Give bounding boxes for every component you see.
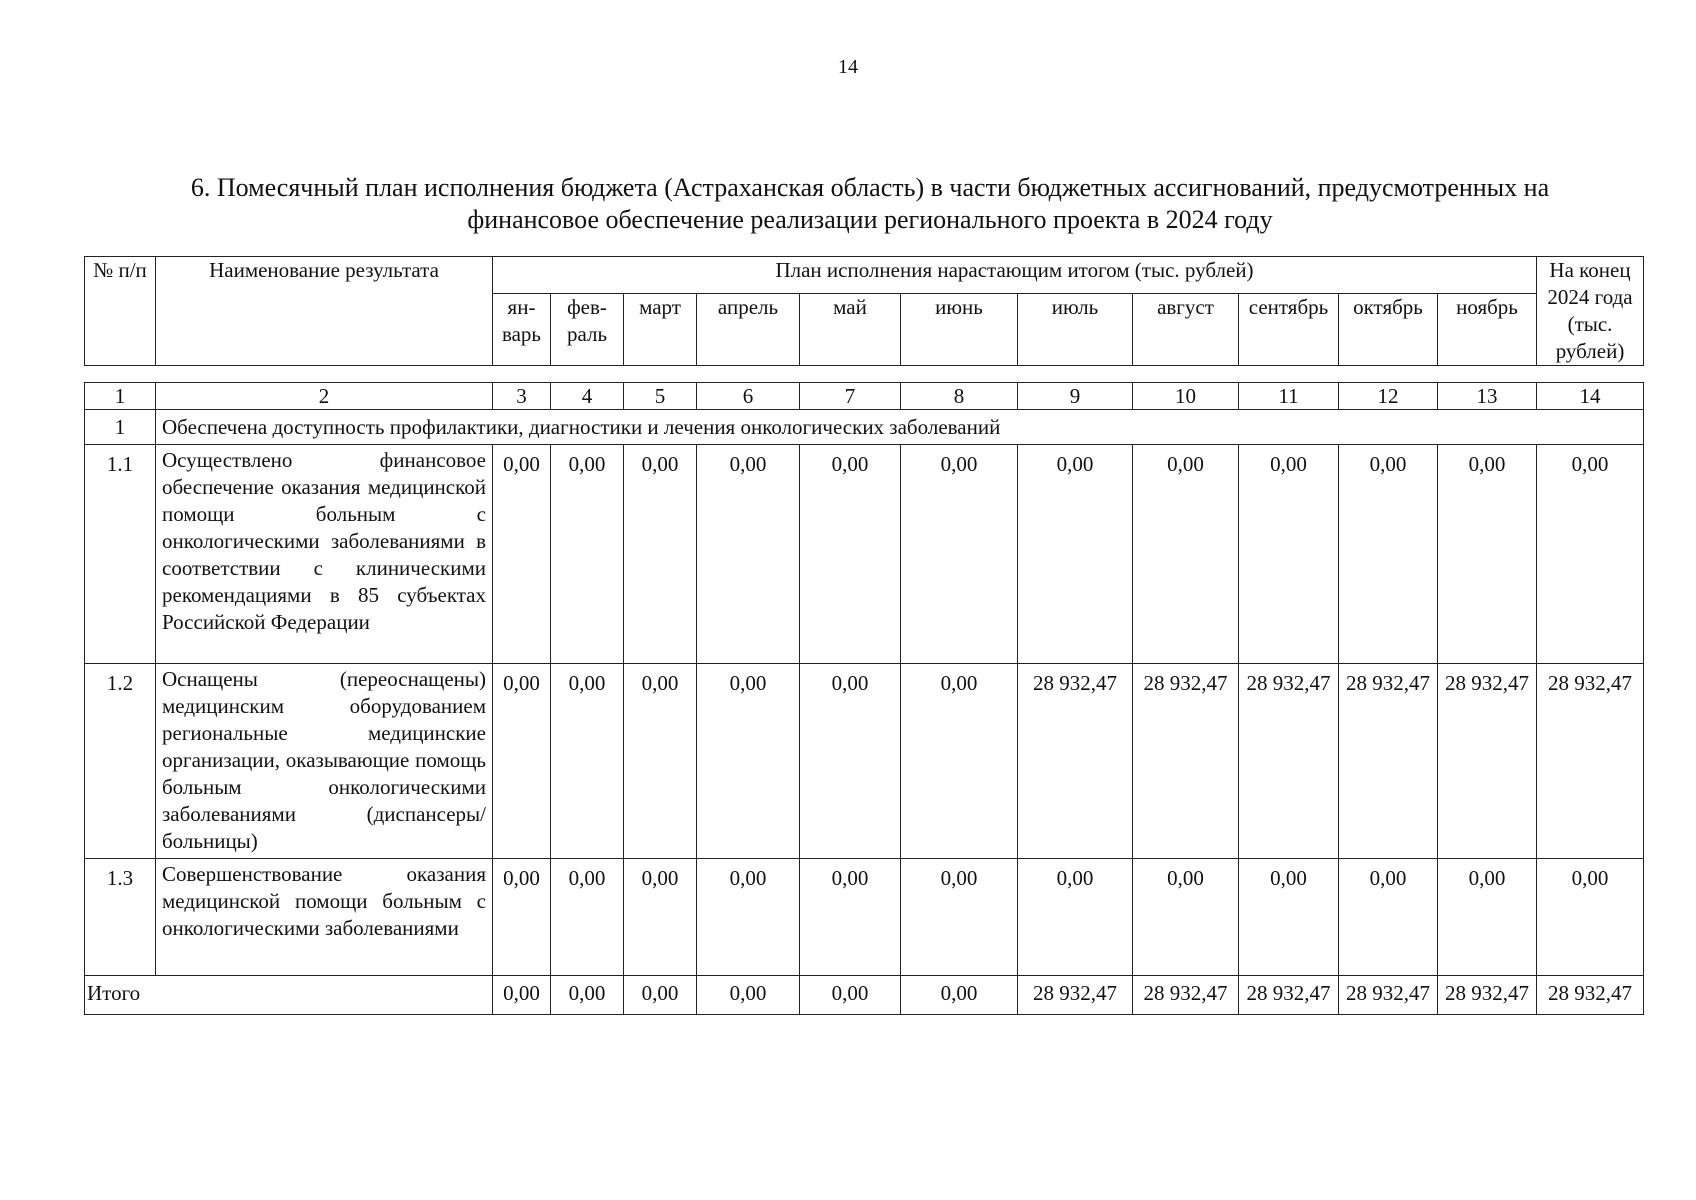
- column-number: 6: [697, 383, 800, 410]
- total-value: 0,00: [800, 976, 901, 1015]
- group-row: [85, 410, 1644, 445]
- row-value: 0,00: [697, 859, 800, 976]
- header-month: сентябрь: [1239, 293, 1339, 365]
- row-value: 0,00: [800, 859, 901, 976]
- row-num: 1.3: [85, 859, 156, 976]
- row-value: 0,00: [551, 664, 624, 859]
- total-value: 0,00: [624, 976, 697, 1015]
- table-row: [85, 445, 1644, 664]
- total-value: 28 932,47: [1018, 976, 1133, 1015]
- header-month: фев-раль: [551, 293, 624, 365]
- table-row: [85, 664, 1644, 859]
- header-month: июль: [1018, 293, 1133, 365]
- column-number: 14: [1537, 383, 1644, 410]
- row-name: Оснащены (переоснащены) медицинским оборудованием региональные медицинские организации, оказывающие помощь больным онкологическими заболеваниями (диспансеры/больницы): [156, 664, 493, 859]
- table-body: [84, 382, 1644, 1015]
- row-value: 0,00: [1438, 859, 1537, 976]
- row-value: 0,00: [1339, 445, 1438, 664]
- header-month: июнь: [901, 293, 1018, 365]
- row-value: 0,00: [493, 859, 551, 976]
- row-value: 0,00: [624, 445, 697, 664]
- total-value: 28 932,47: [1133, 976, 1239, 1015]
- total-value: 28 932,47: [1339, 976, 1438, 1015]
- column-number: 8: [901, 383, 1018, 410]
- total-value: 0,00: [551, 976, 624, 1015]
- row-value: 0,00: [901, 445, 1018, 664]
- header-month: октябрь: [1339, 293, 1438, 365]
- table-row: [85, 859, 1644, 976]
- total-value: 0,00: [493, 976, 551, 1015]
- total-value: 28 932,47: [1537, 976, 1644, 1015]
- column-number: 13: [1438, 383, 1537, 410]
- header-end-of-year: На конец 2024 года (тыс. рублей): [1537, 257, 1644, 366]
- row-value: 0,00: [1339, 859, 1438, 976]
- row-value: 0,00: [1239, 445, 1339, 664]
- column-number: 12: [1339, 383, 1438, 410]
- row-num: 1.2: [85, 664, 156, 859]
- header-month: август: [1133, 293, 1239, 365]
- total-row: [85, 976, 1644, 1015]
- row-value: 28 932,47: [1438, 664, 1537, 859]
- row-value: 0,00: [1537, 859, 1644, 976]
- column-number-row: [85, 383, 1644, 410]
- header-name: Наименование результата: [156, 257, 493, 366]
- row-value: 0,00: [901, 859, 1018, 976]
- total-value: 28 932,47: [1438, 976, 1537, 1015]
- title-line-2: финансовое обеспечение реализации регионального проекта в 2024 году: [467, 205, 1273, 234]
- row-value: 0,00: [800, 445, 901, 664]
- page-number: 14: [838, 56, 858, 78]
- total-label: Итого: [85, 976, 493, 1015]
- group-name: Обеспечена доступность профилактики, диагностики и лечения онкологических заболеваний: [156, 410, 1644, 445]
- row-value: 0,00: [1537, 445, 1644, 664]
- header-month: апрель: [697, 293, 800, 365]
- document-title: [100, 172, 1640, 236]
- row-value: 0,00: [1018, 859, 1133, 976]
- column-number: 2: [156, 383, 493, 410]
- title-line-1: 6. Помесячный план исполнения бюджета (Астраханская область) в части бюджетных ассигнований, предусмотренных на: [190, 173, 1550, 202]
- row-value: 0,00: [697, 445, 800, 664]
- table-header: [84, 256, 1644, 366]
- group-num: 1: [85, 410, 156, 445]
- row-value: 0,00: [551, 859, 624, 976]
- row-value: 0,00: [551, 445, 624, 664]
- header-month: ян-варь: [493, 293, 551, 365]
- row-value: 0,00: [624, 859, 697, 976]
- row-value: 0,00: [493, 664, 551, 859]
- row-value: 0,00: [493, 445, 551, 664]
- row-value: 0,00: [697, 664, 800, 859]
- row-name: Совершенствование оказания медицинской помощи больным с онкологическими заболеваниями: [156, 859, 493, 976]
- column-number: 9: [1018, 383, 1133, 410]
- row-value: 28 932,47: [1018, 664, 1133, 859]
- header-month: ноябрь: [1438, 293, 1537, 365]
- row-value: 0,00: [1239, 859, 1339, 976]
- row-value: 0,00: [800, 664, 901, 859]
- row-value: 0,00: [1133, 859, 1239, 976]
- header-plan: План исполнения нарастающим итогом (тыс. рублей): [493, 257, 1537, 294]
- row-value: 0,00: [1133, 445, 1239, 664]
- row-value: 28 932,47: [1537, 664, 1644, 859]
- total-value: 0,00: [901, 976, 1018, 1015]
- row-num: 1.1: [85, 445, 156, 664]
- column-number: 3: [493, 383, 551, 410]
- row-value: 28 932,47: [1339, 664, 1438, 859]
- header-num: № п/п: [85, 257, 156, 366]
- column-number: 5: [624, 383, 697, 410]
- header-month: май: [800, 293, 901, 365]
- row-value: 28 932,47: [1133, 664, 1239, 859]
- total-value: 0,00: [697, 976, 800, 1015]
- column-number: 1: [85, 383, 156, 410]
- column-number: 10: [1133, 383, 1239, 410]
- row-value: 0,00: [1438, 445, 1537, 664]
- column-number: 7: [800, 383, 901, 410]
- row-name: Осуществлено финансовое обеспечение оказания медицинской помощи больным с онкологическими заболеваниями в соответствии с клиническими рекомендациями в 85 субъектах Российской Федерации: [156, 445, 493, 664]
- row-value: 0,00: [624, 664, 697, 859]
- total-value: 28 932,47: [1239, 976, 1339, 1015]
- header-month: март: [624, 293, 697, 365]
- row-value: 28 932,47: [1239, 664, 1339, 859]
- column-number: 11: [1239, 383, 1339, 410]
- column-number: 4: [551, 383, 624, 410]
- row-value: 0,00: [901, 664, 1018, 859]
- row-value: 0,00: [1018, 445, 1133, 664]
